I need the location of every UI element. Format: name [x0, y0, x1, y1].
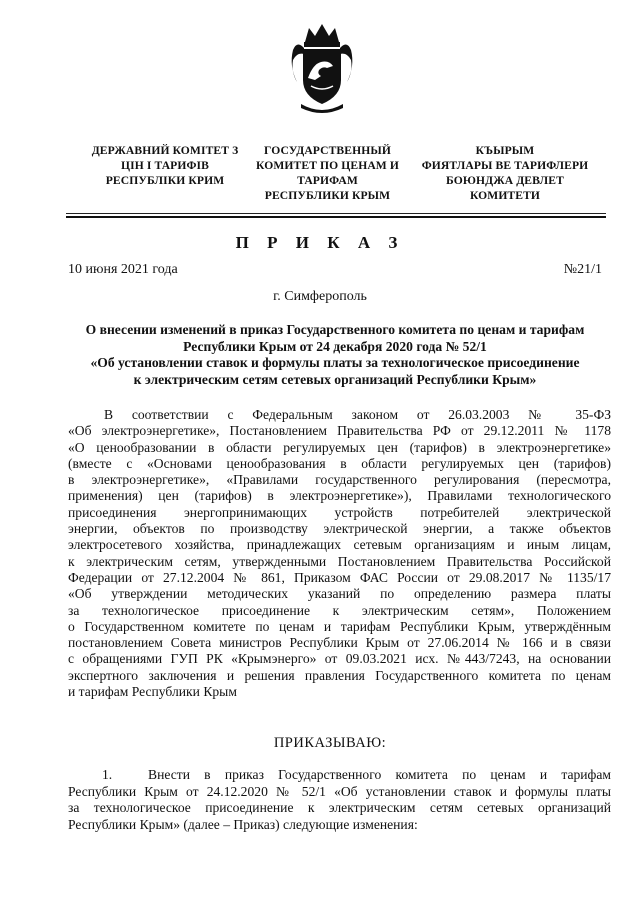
document-type-title: П Р И К А З — [235, 233, 405, 252]
authority-name-russian: ГОСУДАРСТВЕННЫЙ КОМИТЕТ ПО ЦЕНАМ И ТАРИФАМ РЕСПУБЛИКИ КРЫМ — [256, 144, 399, 202]
header-divider-thick — [66, 216, 606, 218]
preamble-line: (вместе с «Основами ценообразования в области регулируемых цен (тарифов) — [68, 455, 611, 471]
document-city: г. Симферополь — [273, 289, 367, 304]
document-number: №21/1 — [563, 262, 602, 277]
preamble-line: экспертного заключения и решения правления Государственного комитета по ценам — [68, 667, 611, 683]
header-divider-thin — [66, 213, 606, 214]
coat-of-arms-emblem — [287, 20, 357, 118]
preamble-paragraph — [68, 407, 611, 700]
preamble-line: применения) цен (тарифов) в электроэнергетике»), Правилами технологического — [68, 488, 611, 504]
order-item-line: 1. Внести в приказ Государственного комитета по ценам и тарифам — [102, 767, 611, 782]
preamble-line: о Государственном комитете по ценам и тарифам Республики Крым, утверждённым — [68, 618, 611, 634]
authority-name-crimean-tatar: КЪЫРЫМ ФИЯТЛАРЫ ВЕ ТАРИФЛЕРИ БОЮНДЖА ДЕВЛЕТ КОМИТЕТИ — [421, 144, 589, 202]
document-subject-heading: О внесении изменений в приказ Государственного комитета по ценам и тарифам Республики Крым от 24 декабря 2020 года № 52/1 «Об установлении ставок и формулы платы за технологическое присоединение к электрическим сетям сетевых организаций Республики Крым» — [85, 322, 585, 387]
preamble-line: и тарифам Республики Крым — [68, 684, 237, 700]
preamble-line: энергии, объектов по производству электрической энергии, а также объектов — [68, 521, 611, 537]
preamble-line: присоединения энергопринимающих устройств потребителей электрической — [68, 504, 611, 520]
preamble-line: за технологическое присоединение к электрическим сетям», Положением — [68, 602, 611, 618]
order-item-line: за технологическое присоединение к электрическим сетям сетевых организаций — [68, 800, 611, 815]
preamble-line: постановлением Совета министров Республики Крым от 27.06.2014 № 166 и в связи — [68, 635, 611, 651]
authority-header — [0, 143, 640, 203]
preamble-line: в электроэнергетике», «Правилами государственного регулирования (пересмотра, — [68, 472, 611, 488]
preamble-line: «О ценообразовании в области регулируемых цен (тарифов) в электроэнергетике» — [68, 439, 611, 455]
preamble-line: «Об электроэнергетике», Постановлением Правительства РФ от 29.12.2011 № 1178 — [68, 423, 611, 439]
order-item-line: Республики Крым от 24.12.2020 № 52/1 «Об установлении ставок и формулы платы — [68, 783, 611, 799]
order-item-1 — [68, 767, 611, 833]
order-item-line: Республики Крым» (далее – Приказ) следующие изменения: — [68, 816, 418, 832]
preamble-line: к электрическим сетям, утвержденными Постановлением Правительства Российской — [68, 553, 611, 569]
preamble-line: электросетевого хозяйства, принадлежащих сетевым организациям и иным лицам, — [68, 537, 611, 553]
document-date: 10 июня 2021 года — [68, 262, 178, 277]
preamble-line: Федерации от 27.12.2004 № 861, Приказом ФАС России от 29.08.2017 № 1135/17 — [68, 569, 611, 585]
order-directive: ПРИКАЗЫВАЮ: — [273, 735, 387, 751]
order-item-number: 1. — [102, 767, 113, 782]
authority-name-ukrainian: ДЕРЖАВНИЙ КОМІТЕТ З ЦІН І ТАРИФІВ РЕСПУБЛІКИ КРИМ — [91, 144, 239, 187]
preamble-line: с обращениями ГУП РК «Крымэнерго» от 09.03.2021 исх. №443/7243, на основании — [68, 651, 611, 667]
preamble-line: В соответствии с Федеральным законом от 26.03.2003 № 35-ФЗ — [104, 407, 611, 422]
preamble-line: «Об утверждении методических указаний по определению размера платы — [68, 586, 611, 602]
